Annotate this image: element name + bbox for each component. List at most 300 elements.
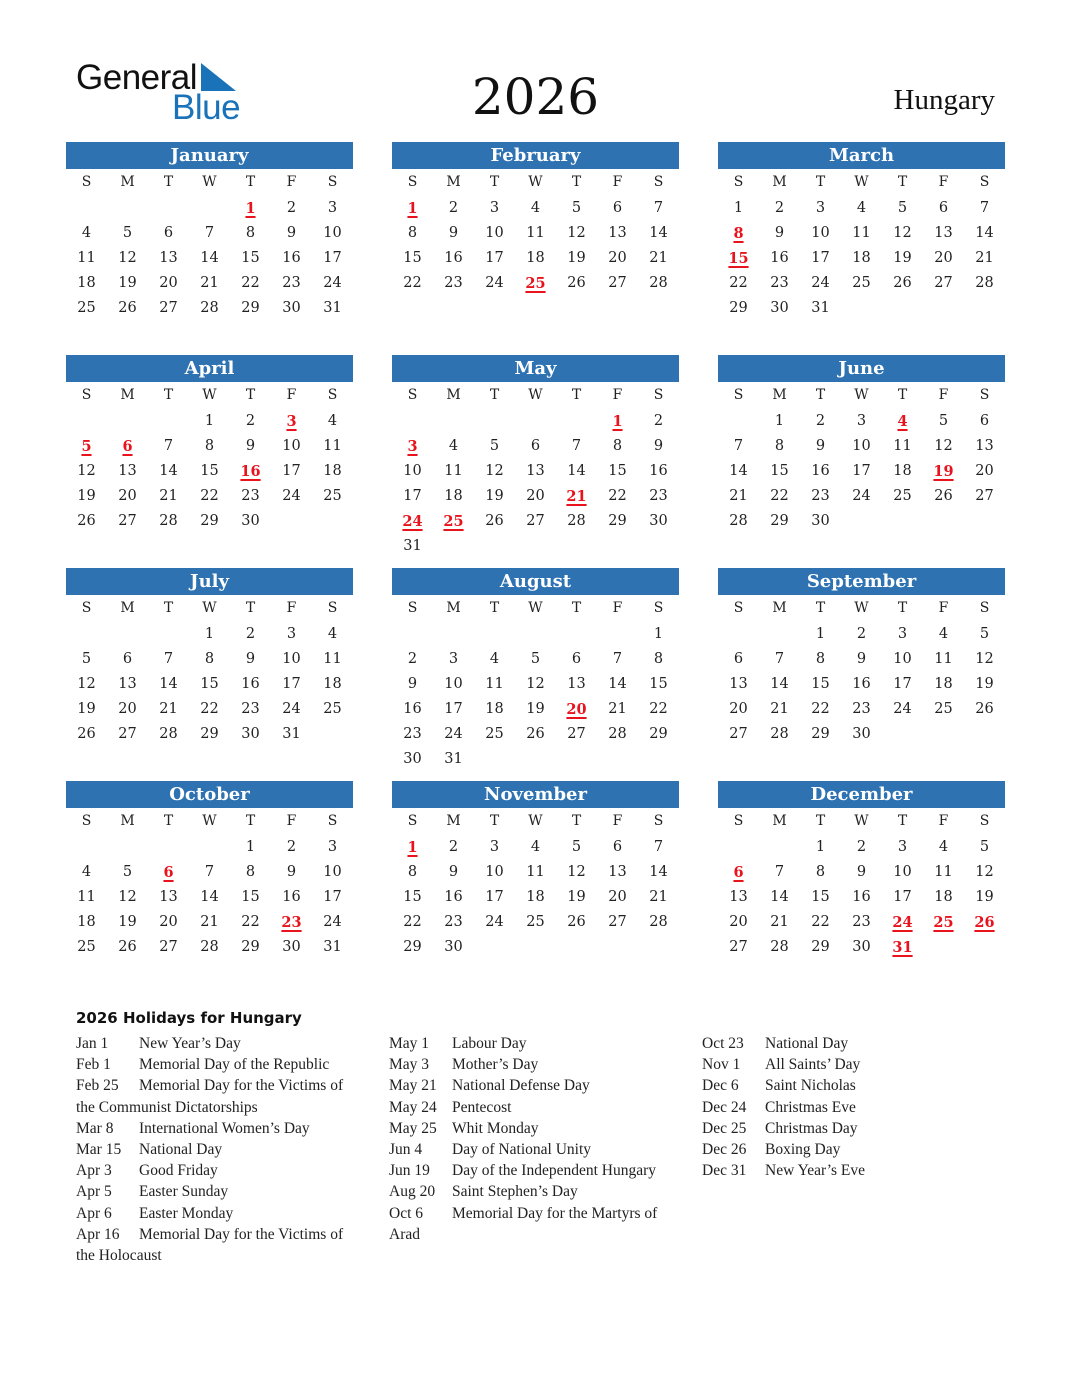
holiday-entry xyxy=(76,1118,366,1139)
holiday-name: Mother’s Day xyxy=(452,1056,539,1074)
day-cell: 22 xyxy=(241,914,260,930)
weekday-label: F xyxy=(286,387,297,403)
weekday-label: S xyxy=(81,813,92,829)
day-cell: 17 xyxy=(282,676,301,692)
empty-cell xyxy=(515,409,556,434)
weekday-label: M xyxy=(120,174,135,190)
weekday-label: T xyxy=(571,600,582,616)
holiday-entry xyxy=(389,1054,679,1075)
weekday-label: W xyxy=(854,600,869,616)
empty-cell xyxy=(556,409,597,434)
day-cell: 27 xyxy=(526,513,545,529)
day-cell: 20 xyxy=(608,889,627,905)
month-days-grid xyxy=(66,808,353,960)
day-cell: 5 xyxy=(571,200,582,216)
month-header: June xyxy=(718,355,1005,382)
day-cell: 31 xyxy=(323,300,342,316)
day-cell: 11 xyxy=(526,225,545,241)
day-cell: 11 xyxy=(444,463,463,479)
holiday-day-cell: 1 xyxy=(407,839,418,856)
day-cell: 27 xyxy=(118,513,137,529)
day-cell: 2 xyxy=(815,413,826,429)
weekday-label: T xyxy=(897,387,908,403)
holiday-entry xyxy=(702,1054,992,1075)
day-cell: 25 xyxy=(77,939,96,955)
day-cell: 28 xyxy=(770,939,789,955)
day-cell: 27 xyxy=(159,300,178,316)
weekday-label: M xyxy=(120,387,135,403)
weekday-label: M xyxy=(772,174,787,190)
day-cell: 3 xyxy=(897,839,908,855)
weekday-label: S xyxy=(407,387,418,403)
day-cell: 25 xyxy=(934,701,953,717)
day-cell: 27 xyxy=(729,939,748,955)
day-cell: 13 xyxy=(118,463,137,479)
day-cell: 17 xyxy=(323,250,342,266)
day-cell: 7 xyxy=(571,438,582,454)
holiday-date: May 3 xyxy=(389,1056,430,1074)
day-cell: 9 xyxy=(245,651,256,667)
weekday-label: T xyxy=(245,813,256,829)
holiday-entry xyxy=(702,1118,992,1139)
day-cell: 4 xyxy=(448,438,459,454)
weekday-label: T xyxy=(897,813,908,829)
day-cell: 14 xyxy=(200,889,219,905)
day-cell: 10 xyxy=(282,438,301,454)
weekday-label: T xyxy=(163,387,174,403)
holiday-day-cell: 1 xyxy=(245,200,256,217)
day-cell: 2 xyxy=(448,839,459,855)
day-cell: 31 xyxy=(444,751,463,767)
day-cell: 26 xyxy=(567,914,586,930)
month-header: August xyxy=(392,568,679,595)
weekday-label: M xyxy=(772,600,787,616)
day-cell: 5 xyxy=(489,438,500,454)
weekday-label: S xyxy=(653,600,664,616)
day-cell: 18 xyxy=(77,914,96,930)
day-cell: 9 xyxy=(286,864,297,880)
day-cell: 20 xyxy=(975,463,994,479)
day-cell: 16 xyxy=(852,889,871,905)
day-cell: 23 xyxy=(649,488,668,504)
empty-cell xyxy=(107,835,148,860)
day-cell: 13 xyxy=(934,225,953,241)
weekday-label: M xyxy=(446,600,461,616)
weekday-label: F xyxy=(612,387,623,403)
day-cell: 1 xyxy=(653,626,664,642)
month-june xyxy=(718,355,1005,534)
day-cell: 20 xyxy=(608,250,627,266)
day-cell: 21 xyxy=(608,701,627,717)
day-cell: 28 xyxy=(975,275,994,291)
month-january xyxy=(66,142,353,321)
holiday-entry xyxy=(76,1033,366,1054)
day-cell: 26 xyxy=(118,300,137,316)
empty-cell xyxy=(433,622,474,647)
holiday-entry xyxy=(389,1139,679,1160)
day-cell: 14 xyxy=(649,225,668,241)
day-cell: 25 xyxy=(323,488,342,504)
day-cell: 10 xyxy=(323,864,342,880)
day-cell: 12 xyxy=(77,676,96,692)
month-header: April xyxy=(66,355,353,382)
day-cell: 2 xyxy=(856,839,867,855)
day-cell: 29 xyxy=(403,939,422,955)
day-cell: 10 xyxy=(444,676,463,692)
day-cell: 21 xyxy=(200,914,219,930)
holiday-entry xyxy=(702,1033,992,1054)
holiday-name: Boxing Day xyxy=(765,1141,841,1159)
holiday-name: Memorial Day of the Republic xyxy=(139,1056,330,1074)
empty-cell xyxy=(597,622,638,647)
weekday-label: F xyxy=(938,387,949,403)
empty-cell xyxy=(66,622,107,647)
holiday-day-cell: 23 xyxy=(281,914,302,931)
holiday-day-cell: 21 xyxy=(566,488,587,505)
day-cell: 23 xyxy=(811,488,830,504)
weekday-label: S xyxy=(653,813,664,829)
day-cell: 9 xyxy=(774,225,785,241)
day-cell: 22 xyxy=(241,275,260,291)
holiday-name: Saint Stephen’s Day xyxy=(452,1183,578,1201)
day-cell: 7 xyxy=(204,225,215,241)
day-cell: 23 xyxy=(403,726,422,742)
month-may xyxy=(392,355,679,559)
weekday-label: T xyxy=(489,174,500,190)
day-cell: 22 xyxy=(729,275,748,291)
day-cell: 31 xyxy=(811,300,830,316)
holiday-name: All Saints’ Day xyxy=(765,1056,861,1074)
day-cell: 28 xyxy=(200,939,219,955)
day-cell: 16 xyxy=(649,463,668,479)
country-name: Hungary xyxy=(893,84,995,116)
empty-cell xyxy=(718,622,759,647)
empty-cell xyxy=(107,409,148,434)
day-cell: 14 xyxy=(649,864,668,880)
empty-cell xyxy=(433,409,474,434)
month-july xyxy=(66,568,353,747)
day-cell: 12 xyxy=(118,889,137,905)
day-cell: 2 xyxy=(245,413,256,429)
empty-cell xyxy=(66,196,107,221)
holiday-name: Day of National Unity xyxy=(452,1141,592,1159)
holiday-day-cell: 25 xyxy=(933,914,954,931)
day-cell: 13 xyxy=(118,676,137,692)
day-cell: 7 xyxy=(774,864,785,880)
day-cell: 16 xyxy=(770,250,789,266)
day-cell: 16 xyxy=(811,463,830,479)
day-cell: 22 xyxy=(649,701,668,717)
day-cell: 4 xyxy=(530,200,541,216)
day-cell: 28 xyxy=(608,726,627,742)
holiday-name: Pentecost xyxy=(452,1098,512,1116)
month-header: March xyxy=(718,142,1005,169)
day-cell: 26 xyxy=(77,513,96,529)
day-cell: 15 xyxy=(200,676,219,692)
day-cell: 9 xyxy=(653,438,664,454)
day-cell: 14 xyxy=(159,463,178,479)
day-cell: 10 xyxy=(893,651,912,667)
day-cell: 8 xyxy=(245,225,256,241)
empty-cell xyxy=(107,196,148,221)
day-cell: 15 xyxy=(811,889,830,905)
holiday-day-cell: 5 xyxy=(81,438,92,455)
day-cell: 12 xyxy=(118,250,137,266)
day-cell: 10 xyxy=(282,651,301,667)
day-cell: 19 xyxy=(118,275,137,291)
holiday-date: Aug 20 xyxy=(389,1183,436,1201)
day-cell: 26 xyxy=(485,513,504,529)
weekday-label: W xyxy=(202,600,217,616)
holiday-date: Mar 15 xyxy=(76,1141,122,1159)
day-cell: 22 xyxy=(608,488,627,504)
weekday-label: F xyxy=(938,600,949,616)
day-cell: 11 xyxy=(934,651,953,667)
day-cell: 21 xyxy=(159,701,178,717)
day-cell: 9 xyxy=(448,225,459,241)
day-cell: 10 xyxy=(485,864,504,880)
day-cell: 14 xyxy=(975,225,994,241)
empty-cell xyxy=(148,835,189,860)
day-cell: 12 xyxy=(975,651,994,667)
day-cell: 10 xyxy=(852,438,871,454)
day-cell: 21 xyxy=(200,275,219,291)
weekday-label: S xyxy=(733,600,744,616)
day-cell: 20 xyxy=(934,250,953,266)
day-cell: 2 xyxy=(856,626,867,642)
day-cell: 6 xyxy=(122,651,133,667)
day-cell: 22 xyxy=(200,701,219,717)
holiday-name: Labour Day xyxy=(452,1035,527,1052)
day-cell: 3 xyxy=(327,200,338,216)
holiday-name: Day of the Independent Hungary xyxy=(452,1162,657,1180)
holiday-day-cell: 1 xyxy=(612,413,623,430)
day-cell: 27 xyxy=(608,275,627,291)
day-cell: 28 xyxy=(729,513,748,529)
day-cell: 19 xyxy=(893,250,912,266)
day-cell: 3 xyxy=(815,200,826,216)
logo-text-general: General xyxy=(76,58,198,97)
weekday-label: T xyxy=(897,174,908,190)
holiday-entry xyxy=(389,1075,679,1096)
holiday-entry xyxy=(702,1097,992,1118)
day-cell: 2 xyxy=(448,200,459,216)
holiday-entry xyxy=(76,1139,366,1160)
weekday-label: S xyxy=(733,174,744,190)
holiday-name-continuation: the Communist Dictatorships xyxy=(76,1098,258,1116)
day-cell: 1 xyxy=(815,626,826,642)
empty-cell xyxy=(66,409,107,434)
holiday-name: Memorial Day for the Victims of xyxy=(139,1225,344,1243)
empty-cell xyxy=(556,622,597,647)
day-cell: 31 xyxy=(403,538,422,554)
weekday-label: M xyxy=(772,813,787,829)
holiday-name: Good Friday xyxy=(139,1162,218,1180)
day-cell: 21 xyxy=(770,914,789,930)
holiday-name: Easter Sunday xyxy=(139,1183,229,1201)
day-cell: 30 xyxy=(852,726,871,742)
day-cell: 26 xyxy=(118,939,137,955)
day-cell: 7 xyxy=(204,864,215,880)
weekday-label: S xyxy=(653,174,664,190)
day-cell: 28 xyxy=(770,726,789,742)
day-cell: 15 xyxy=(241,250,260,266)
month-days-grid xyxy=(718,808,1005,960)
day-cell: 1 xyxy=(204,626,215,642)
weekday-label: W xyxy=(854,813,869,829)
day-cell: 17 xyxy=(852,463,871,479)
day-cell: 24 xyxy=(282,701,301,717)
weekday-label: S xyxy=(979,813,990,829)
month-october xyxy=(66,781,353,960)
day-cell: 10 xyxy=(403,463,422,479)
holiday-day-cell: 3 xyxy=(286,413,297,430)
day-cell: 23 xyxy=(852,701,871,717)
empty-cell xyxy=(718,409,759,434)
day-cell: 10 xyxy=(893,864,912,880)
empty-cell xyxy=(474,409,515,434)
holiday-entry xyxy=(702,1075,992,1096)
day-cell: 7 xyxy=(163,651,174,667)
holiday-day-cell: 6 xyxy=(122,438,133,455)
day-cell: 18 xyxy=(526,250,545,266)
holiday-date: Oct 23 xyxy=(702,1035,744,1052)
holiday-entry xyxy=(76,1075,366,1096)
weekday-label: S xyxy=(407,174,418,190)
empty-cell xyxy=(148,409,189,434)
month-days-grid xyxy=(392,808,679,960)
day-cell: 15 xyxy=(403,889,422,905)
month-days-grid xyxy=(66,382,353,534)
day-cell: 27 xyxy=(729,726,748,742)
day-cell: 14 xyxy=(608,676,627,692)
day-cell: 12 xyxy=(526,676,545,692)
weekday-label: S xyxy=(327,813,338,829)
weekday-label: M xyxy=(120,813,135,829)
day-cell: 17 xyxy=(811,250,830,266)
day-cell: 16 xyxy=(282,250,301,266)
day-cell: 4 xyxy=(81,225,92,241)
holiday-entry xyxy=(76,1160,366,1181)
day-cell: 26 xyxy=(567,275,586,291)
day-cell: 9 xyxy=(407,676,418,692)
weekday-label: T xyxy=(571,387,582,403)
day-cell: 14 xyxy=(567,463,586,479)
day-cell: 11 xyxy=(323,651,342,667)
day-cell: 26 xyxy=(975,701,994,717)
day-cell: 23 xyxy=(282,275,301,291)
day-cell: 16 xyxy=(852,676,871,692)
holiday-name: National Day xyxy=(139,1141,223,1159)
month-days-grid xyxy=(718,169,1005,321)
day-cell: 9 xyxy=(245,438,256,454)
holiday-name: Memorial Day for the Victims of xyxy=(139,1077,344,1095)
month-december xyxy=(718,781,1005,960)
day-cell: 8 xyxy=(204,651,215,667)
weekday-label: S xyxy=(733,813,744,829)
day-cell: 20 xyxy=(118,701,137,717)
day-cell: 16 xyxy=(403,701,422,717)
weekday-label: S xyxy=(733,387,744,403)
day-cell: 11 xyxy=(77,889,96,905)
day-cell: 17 xyxy=(444,701,463,717)
day-cell: 7 xyxy=(653,839,664,855)
day-cell: 23 xyxy=(444,275,463,291)
day-cell: 30 xyxy=(649,513,668,529)
day-cell: 28 xyxy=(159,513,178,529)
day-cell: 9 xyxy=(815,438,826,454)
holiday-date: Apr 5 xyxy=(76,1183,112,1201)
day-cell: 3 xyxy=(489,200,500,216)
weekday-label: T xyxy=(245,174,256,190)
day-cell: 30 xyxy=(444,939,463,955)
weekday-label: F xyxy=(612,174,623,190)
day-cell: 24 xyxy=(893,701,912,717)
day-cell: 9 xyxy=(856,864,867,880)
day-cell: 23 xyxy=(241,488,260,504)
day-cell: 16 xyxy=(444,250,463,266)
day-cell: 26 xyxy=(934,488,953,504)
day-cell: 29 xyxy=(649,726,668,742)
holiday-day-cell: 3 xyxy=(407,438,418,455)
day-cell: 28 xyxy=(567,513,586,529)
weekday-label: F xyxy=(612,600,623,616)
day-cell: 23 xyxy=(444,914,463,930)
day-cell: 11 xyxy=(77,250,96,266)
day-cell: 29 xyxy=(729,300,748,316)
day-cell: 27 xyxy=(975,488,994,504)
day-cell: 27 xyxy=(159,939,178,955)
day-cell: 22 xyxy=(770,488,789,504)
empty-cell xyxy=(392,409,433,434)
empty-cell xyxy=(107,622,148,647)
weekday-label: W xyxy=(202,174,217,190)
holiday-name: Memorial Day for the Martyrs of xyxy=(452,1204,658,1222)
day-cell: 22 xyxy=(200,488,219,504)
day-cell: 18 xyxy=(934,889,953,905)
day-cell: 25 xyxy=(893,488,912,504)
day-cell: 17 xyxy=(403,488,422,504)
day-cell: 10 xyxy=(485,225,504,241)
day-cell: 19 xyxy=(77,488,96,504)
day-cell: 5 xyxy=(122,864,133,880)
day-cell: 29 xyxy=(811,726,830,742)
month-august xyxy=(392,568,679,772)
day-cell: 17 xyxy=(485,889,504,905)
holiday-entry xyxy=(76,1054,366,1075)
day-cell: 22 xyxy=(811,701,830,717)
holiday-name: Saint Nicholas xyxy=(765,1077,856,1095)
day-cell: 8 xyxy=(407,225,418,241)
day-cell: 19 xyxy=(975,676,994,692)
weekday-label: F xyxy=(938,174,949,190)
day-cell: 15 xyxy=(608,463,627,479)
weekday-label: S xyxy=(407,600,418,616)
month-days-grid xyxy=(66,595,353,747)
day-cell: 19 xyxy=(567,889,586,905)
day-cell: 20 xyxy=(159,275,178,291)
holiday-day-cell: 24 xyxy=(892,914,913,931)
day-cell: 19 xyxy=(485,488,504,504)
day-cell: 10 xyxy=(323,225,342,241)
day-cell: 25 xyxy=(852,275,871,291)
year-title: 2026 xyxy=(471,68,600,126)
holiday-date: Dec 6 xyxy=(702,1077,739,1095)
day-cell: 5 xyxy=(938,413,949,429)
month-header: February xyxy=(392,142,679,169)
day-cell: 18 xyxy=(934,676,953,692)
month-days-grid xyxy=(392,382,679,559)
